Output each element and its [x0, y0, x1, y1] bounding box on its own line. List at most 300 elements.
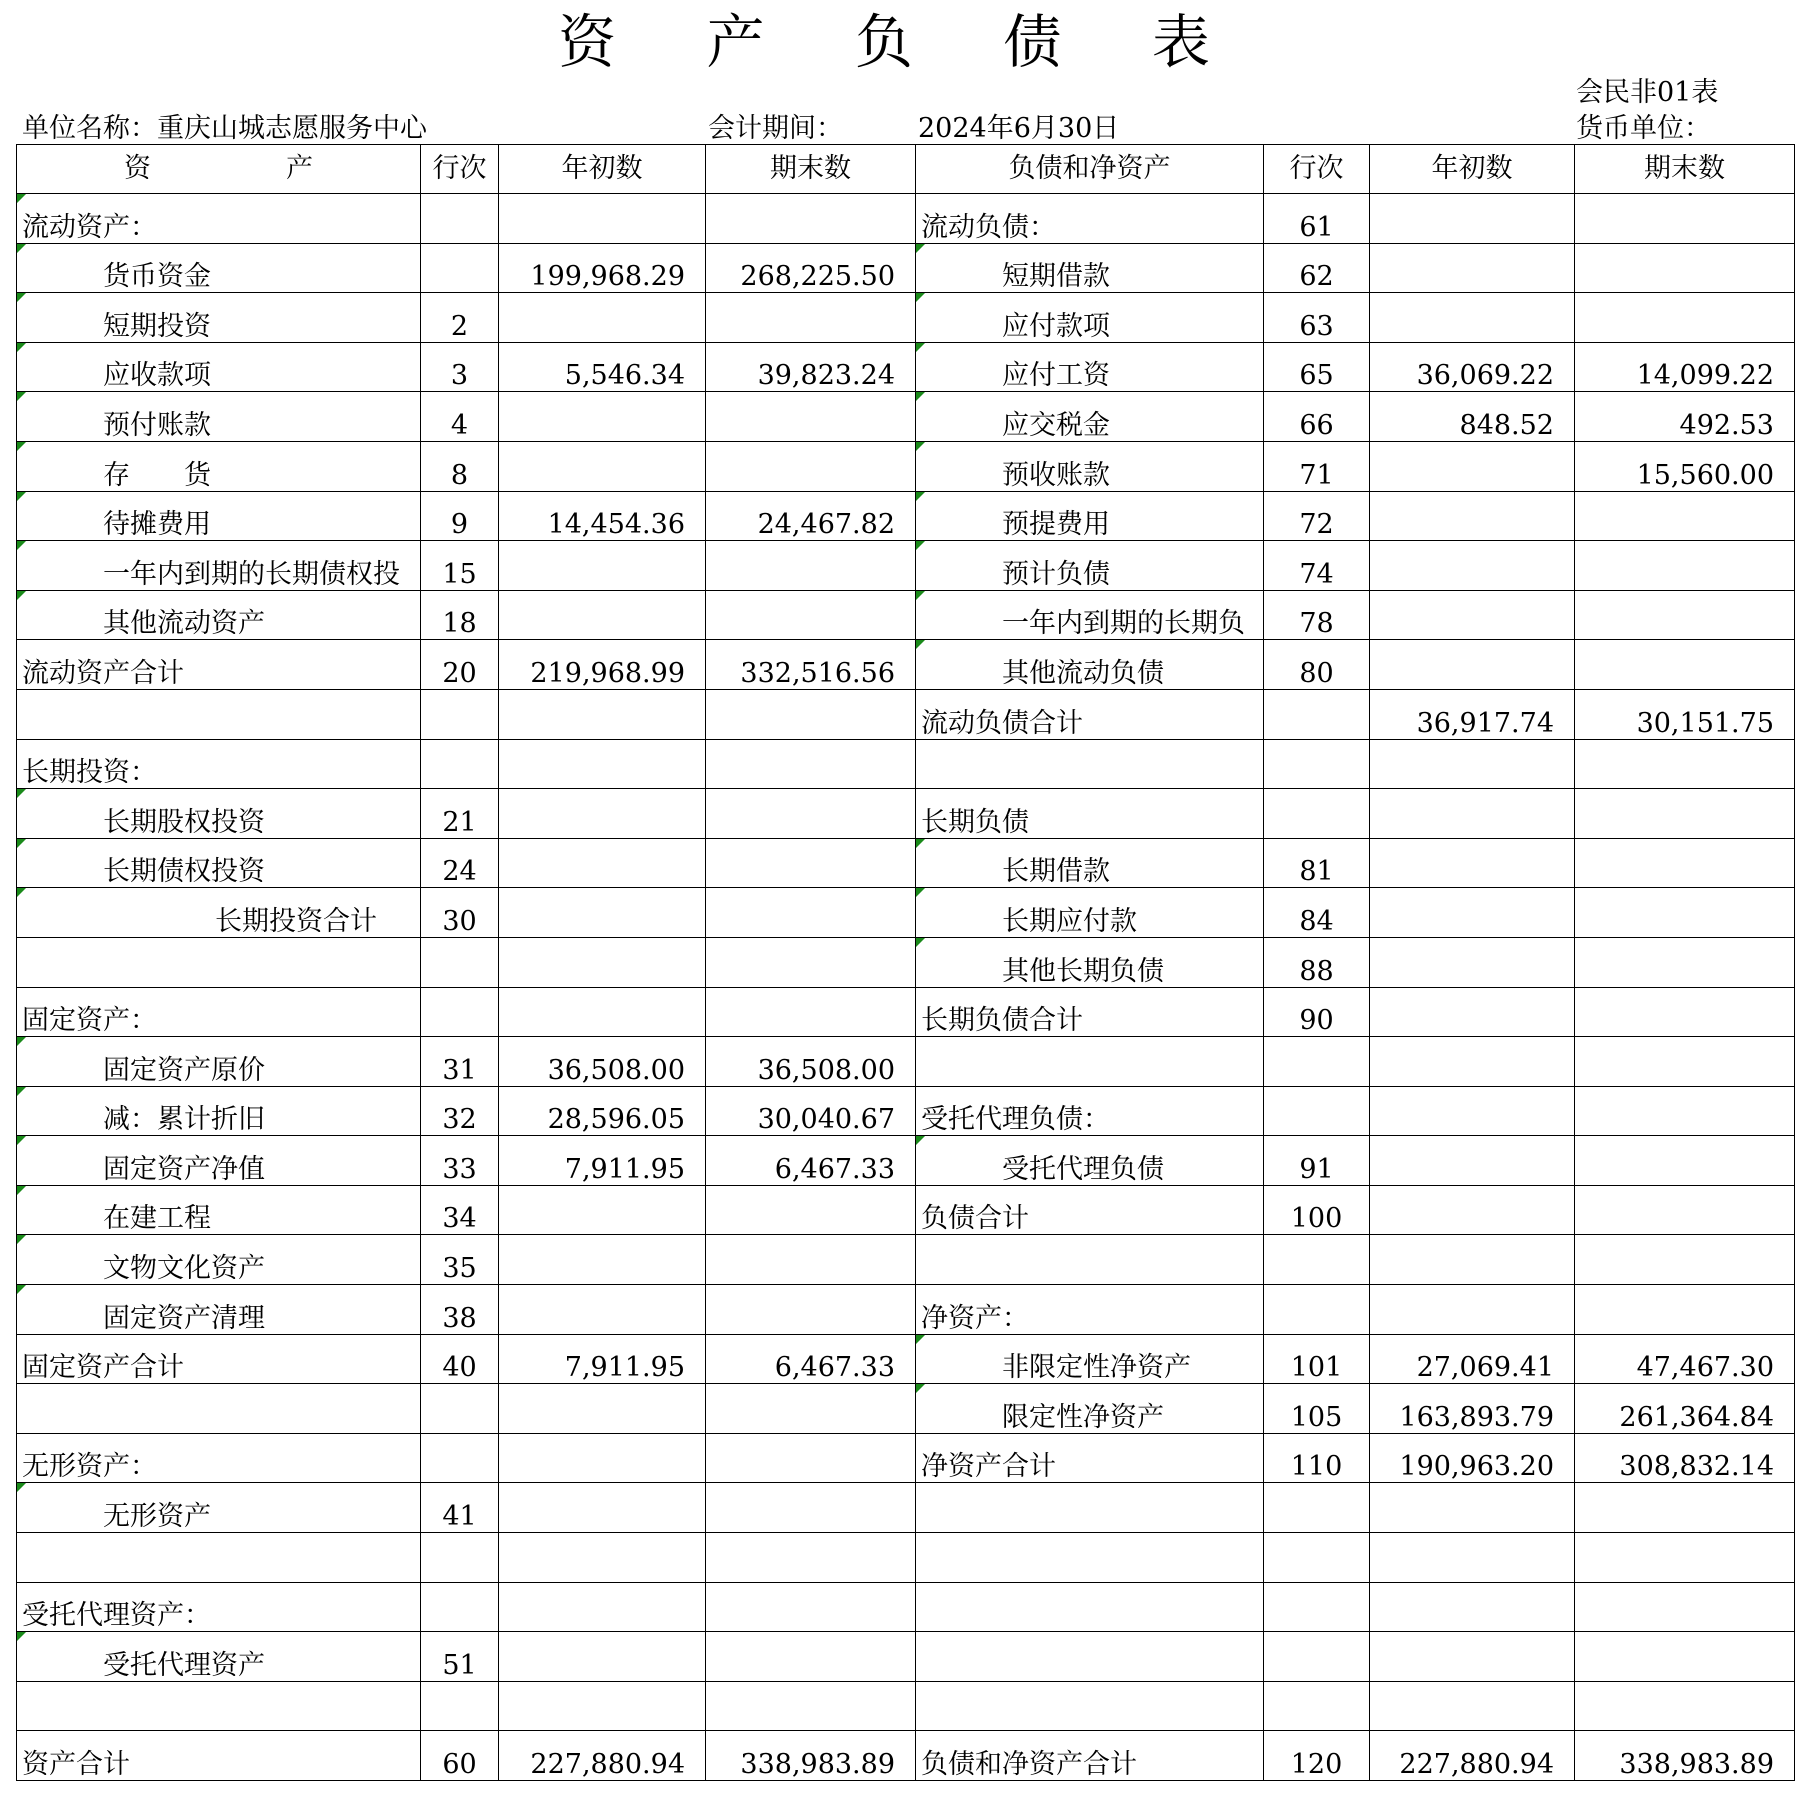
liability-row-no — [1264, 1136, 1370, 1186]
asset-row-no-text: 31 — [442, 1054, 477, 1086]
liability-row-no — [1264, 1334, 1370, 1384]
cell-error-marker — [916, 888, 925, 897]
liability-begin-value-text: 227,880.94 — [1399, 1749, 1554, 1780]
liability-row-no — [1264, 1384, 1370, 1434]
liability-label — [916, 689, 1264, 739]
liability-begin-value — [1370, 392, 1575, 442]
liability-label — [916, 1731, 1264, 1781]
liability-begin-value — [1370, 1384, 1575, 1434]
cell-error-marker — [17, 541, 26, 550]
asset-end-value — [706, 342, 916, 392]
liability-label — [916, 1086, 1264, 1136]
currency-unit-label: 货币单位： — [1576, 113, 1711, 144]
liability-label-text: 短期借款 — [1002, 261, 1110, 293]
liability-row-no — [1264, 243, 1370, 293]
cell-error-marker — [916, 839, 925, 848]
liability-label — [916, 1632, 1264, 1682]
asset-label — [17, 1037, 421, 1087]
liability-label — [916, 789, 1264, 839]
liability-label — [916, 541, 1264, 591]
liability-end-value-text: 47,467.30 — [1636, 1352, 1774, 1384]
asset-label-text: 长期投资： — [22, 757, 157, 789]
asset-begin-value — [499, 937, 706, 987]
table-row — [17, 789, 1795, 839]
asset-begin-value-text: 14,454.36 — [547, 509, 685, 541]
liability-end-value-text: 14,099.22 — [1636, 360, 1774, 392]
liability-begin-value-text: 848.52 — [1459, 409, 1554, 441]
asset-label — [17, 838, 421, 888]
liability-row-no-text: 120 — [1290, 1749, 1343, 1780]
cell-error-marker — [17, 1235, 26, 1244]
liability-label-text: 应交税金 — [1002, 409, 1110, 441]
table-row — [17, 1086, 1795, 1136]
liability-begin-value — [1370, 1285, 1575, 1335]
asset-label — [17, 1384, 421, 1434]
asset-begin-value — [499, 342, 706, 392]
asset-row-no-text: 15 — [442, 558, 477, 590]
asset-end-value — [706, 243, 916, 293]
liability-label-text: 应付工资 — [1002, 360, 1110, 392]
liability-end-value — [1575, 789, 1795, 839]
liability-label-text: 受托代理负债： — [921, 1104, 1110, 1136]
liability-label — [916, 1235, 1264, 1285]
table-row — [17, 1384, 1795, 1434]
asset-row-no — [421, 1235, 499, 1285]
liability-end-value — [1575, 590, 1795, 640]
asset-begin-value — [499, 689, 706, 739]
liability-row-no-text: 66 — [1299, 409, 1334, 441]
liability-row-no-text: 65 — [1299, 360, 1334, 392]
asset-row-no — [421, 1533, 499, 1583]
asset-row-no — [421, 1632, 499, 1682]
asset-row-no-text: 41 — [442, 1501, 477, 1533]
liability-label — [916, 441, 1264, 491]
liability-row-no — [1264, 1681, 1370, 1731]
asset-label-text: 流动资产： — [22, 211, 157, 243]
liability-end-value — [1575, 1433, 1795, 1483]
asset-begin-value-text: 227,880.94 — [530, 1749, 685, 1780]
asset-end-value — [706, 194, 916, 244]
table-row — [17, 342, 1795, 392]
liability-begin-value — [1370, 1681, 1575, 1731]
header-row-no: 行次 — [421, 145, 499, 194]
liability-label-text: 负债和净资产合计 — [921, 1749, 1137, 1780]
asset-end-value — [706, 739, 916, 789]
liability-begin-value — [1370, 1037, 1575, 1087]
liability-row-no — [1264, 293, 1370, 343]
liability-end-value-text: 308,832.14 — [1619, 1451, 1774, 1483]
asset-begin-value — [499, 888, 706, 938]
asset-end-value — [706, 392, 916, 442]
liability-begin-value — [1370, 1483, 1575, 1533]
liability-begin-value — [1370, 1235, 1575, 1285]
cell-error-marker — [916, 244, 925, 253]
asset-row-no-text: 8 — [450, 459, 469, 491]
asset-row-no — [421, 293, 499, 343]
asset-end-value-text: 268,225.50 — [740, 261, 895, 293]
table-row — [17, 243, 1795, 293]
liability-begin-value — [1370, 1086, 1575, 1136]
liability-end-value — [1575, 1632, 1795, 1682]
asset-end-value — [706, 1086, 916, 1136]
liability-begin-value — [1370, 293, 1575, 343]
cell-error-marker — [916, 640, 925, 649]
asset-label-text: 预付账款 — [103, 409, 211, 441]
asset-label — [17, 293, 421, 343]
liability-row-no — [1264, 888, 1370, 938]
liability-begin-value — [1370, 1185, 1575, 1235]
asset-row-no — [421, 1384, 499, 1434]
liability-label — [916, 194, 1264, 244]
asset-begin-value — [499, 392, 706, 442]
liability-label-text: 限定性净资产 — [1002, 1401, 1164, 1433]
asset-label-text: 在建工程 — [103, 1203, 211, 1235]
asset-label-text: 资产合计 — [22, 1749, 130, 1780]
liability-end-value — [1575, 342, 1795, 392]
table-row — [17, 1433, 1795, 1483]
asset-label — [17, 1533, 421, 1583]
asset-row-no-text: 38 — [442, 1302, 477, 1334]
asset-label-text: 货币资金 — [103, 261, 211, 293]
asset-end-value — [706, 640, 916, 690]
liability-begin-value-text: 27,069.41 — [1416, 1352, 1554, 1384]
liability-end-value — [1575, 1731, 1795, 1781]
table-row — [17, 640, 1795, 690]
liability-end-value — [1575, 1185, 1795, 1235]
liability-row-no-text: 100 — [1290, 1203, 1343, 1235]
asset-end-value — [706, 838, 916, 888]
liability-begin-value — [1370, 789, 1575, 839]
liability-begin-value — [1370, 590, 1575, 640]
liability-row-no-text: 71 — [1299, 459, 1334, 491]
liability-label — [916, 1681, 1264, 1731]
liability-end-value — [1575, 1334, 1795, 1384]
asset-end-value — [706, 1384, 916, 1434]
liability-label-text: 其他长期负债 — [1002, 955, 1164, 987]
asset-begin-value — [499, 293, 706, 343]
asset-label — [17, 194, 421, 244]
liability-begin-value-text: 36,917.74 — [1416, 707, 1554, 739]
liability-label — [916, 1483, 1264, 1533]
liability-row-no-text: 81 — [1299, 856, 1334, 888]
liability-begin-value — [1370, 987, 1575, 1037]
liability-row-no — [1264, 640, 1370, 690]
asset-begin-value — [499, 1037, 706, 1087]
cell-error-marker — [916, 591, 925, 600]
page-title: 资 产 负 债 表 — [558, 8, 1246, 76]
asset-label — [17, 1632, 421, 1682]
asset-row-no — [421, 342, 499, 392]
asset-row-no — [421, 739, 499, 789]
asset-begin-value — [499, 491, 706, 541]
liability-label — [916, 392, 1264, 442]
liability-label-text: 净资产合计 — [921, 1451, 1056, 1483]
asset-label-text: 受托代理资产： — [22, 1600, 211, 1632]
asset-row-no — [421, 987, 499, 1037]
asset-begin-value — [499, 194, 706, 244]
asset-row-no — [421, 1185, 499, 1235]
asset-row-no — [421, 1681, 499, 1731]
liability-label — [916, 1433, 1264, 1483]
liability-begin-value — [1370, 194, 1575, 244]
liability-label — [916, 491, 1264, 541]
asset-label — [17, 937, 421, 987]
asset-label-text: 固定资产净值 — [103, 1153, 265, 1185]
liability-end-value — [1575, 987, 1795, 1037]
asset-label-text: 无形资产： — [22, 1451, 157, 1483]
liability-begin-value — [1370, 1433, 1575, 1483]
liability-row-no — [1264, 789, 1370, 839]
liability-begin-value — [1370, 1136, 1575, 1186]
form-code: 会民非01表 — [1576, 77, 1719, 108]
asset-row-no-text: 51 — [442, 1649, 477, 1681]
asset-label — [17, 1235, 421, 1285]
liability-end-value-text: 15,560.00 — [1636, 459, 1774, 491]
table-row — [17, 937, 1795, 987]
liability-begin-value — [1370, 739, 1575, 789]
liability-row-no — [1264, 590, 1370, 640]
liability-end-value — [1575, 937, 1795, 987]
period-value: 2024年6月30日 — [918, 113, 1120, 144]
liability-row-no — [1264, 987, 1370, 1037]
asset-label — [17, 1086, 421, 1136]
header-begin-2: 年初数 — [1370, 145, 1575, 194]
liability-row-no-text: 72 — [1299, 509, 1334, 541]
liability-end-value — [1575, 293, 1795, 343]
asset-begin-value — [499, 1483, 706, 1533]
cell-error-marker — [17, 1483, 26, 1492]
table-row — [17, 987, 1795, 1037]
liability-row-no — [1264, 1185, 1370, 1235]
liability-begin-value-text: 190,963.20 — [1399, 1451, 1554, 1483]
asset-label-text: 文物文化资产 — [103, 1253, 265, 1285]
liability-end-value-text: 492.53 — [1679, 409, 1774, 441]
liability-row-no-text: 61 — [1299, 211, 1334, 243]
liability-label-text: 负债合计 — [921, 1203, 1029, 1235]
liability-label-text: 长期负债 — [921, 806, 1029, 838]
liability-row-no-text: 80 — [1299, 657, 1334, 689]
liability-end-value — [1575, 1037, 1795, 1087]
liability-label-text: 流动负债： — [921, 211, 1056, 243]
cell-error-marker — [17, 194, 26, 203]
liability-begin-value — [1370, 937, 1575, 987]
asset-begin-value — [499, 1384, 706, 1434]
liability-row-no-text: 105 — [1290, 1401, 1343, 1433]
table-row — [17, 392, 1795, 442]
asset-begin-value — [499, 739, 706, 789]
header-end-2: 期末数 — [1575, 145, 1795, 194]
asset-begin-value — [499, 1582, 706, 1632]
liability-begin-value — [1370, 1533, 1575, 1583]
asset-row-no — [421, 1731, 499, 1781]
liability-begin-value — [1370, 243, 1575, 293]
asset-end-value — [706, 1483, 916, 1533]
asset-label — [17, 441, 421, 491]
asset-label-text: 一年内到期的长期债权投 — [103, 558, 400, 590]
liability-end-value — [1575, 441, 1795, 491]
period-label: 会计期间： — [708, 113, 843, 144]
asset-row-no-text: 35 — [442, 1253, 477, 1285]
table-row — [17, 1731, 1795, 1781]
table-row — [17, 1037, 1795, 1087]
asset-label — [17, 590, 421, 640]
cell-error-marker — [916, 492, 925, 501]
asset-begin-value — [499, 541, 706, 591]
liability-begin-value — [1370, 441, 1575, 491]
asset-label-text: 短期投资 — [103, 310, 211, 342]
asset-row-no-text: 2 — [450, 310, 469, 342]
liability-label — [916, 1136, 1264, 1186]
liability-end-value — [1575, 392, 1795, 442]
asset-row-no — [421, 888, 499, 938]
liability-end-value — [1575, 888, 1795, 938]
liability-row-no-text: 63 — [1299, 310, 1334, 342]
cell-error-marker — [17, 789, 26, 798]
asset-begin-value — [499, 1285, 706, 1335]
liability-begin-value — [1370, 640, 1575, 690]
liability-row-no — [1264, 1731, 1370, 1781]
asset-row-no — [421, 491, 499, 541]
cell-error-marker — [916, 1335, 925, 1344]
liability-label — [916, 1037, 1264, 1087]
asset-label — [17, 1433, 421, 1483]
cell-error-marker — [17, 888, 26, 897]
cell-error-marker — [17, 392, 26, 401]
asset-label — [17, 1681, 421, 1731]
asset-label — [17, 789, 421, 839]
asset-label-text: 长期投资合计 — [215, 905, 377, 937]
asset-row-no — [421, 640, 499, 690]
asset-begin-value — [499, 838, 706, 888]
liability-row-no-text: 84 — [1299, 905, 1334, 937]
liability-row-no — [1264, 342, 1370, 392]
liability-row-no — [1264, 1235, 1370, 1285]
asset-label-text: 长期股权投资 — [103, 806, 265, 838]
asset-row-no-text: 21 — [442, 806, 477, 838]
asset-begin-value — [499, 1533, 706, 1583]
asset-label-text: 固定资产： — [22, 1005, 157, 1037]
asset-row-no — [421, 1285, 499, 1335]
asset-row-no — [421, 590, 499, 640]
liability-end-value — [1575, 838, 1795, 888]
liability-label-text: 一年内到期的长期负 — [1002, 608, 1245, 640]
asset-label — [17, 491, 421, 541]
liability-row-no — [1264, 1582, 1370, 1632]
liability-end-value — [1575, 1235, 1795, 1285]
asset-begin-value — [499, 243, 706, 293]
cell-error-marker — [916, 1136, 925, 1145]
liability-row-no — [1264, 1483, 1370, 1533]
liability-label — [916, 590, 1264, 640]
asset-end-value — [706, 1037, 916, 1087]
asset-begin-value — [499, 789, 706, 839]
liability-label-text: 非限定性净资产 — [1002, 1352, 1191, 1384]
asset-end-value — [706, 1136, 916, 1186]
liability-end-value — [1575, 739, 1795, 789]
asset-row-no-text: 20 — [442, 657, 477, 689]
cell-error-marker — [17, 839, 26, 848]
liability-row-no — [1264, 739, 1370, 789]
asset-row-no-text: 4 — [450, 409, 469, 441]
asset-label — [17, 1136, 421, 1186]
asset-end-value-text: 39,823.24 — [757, 360, 895, 392]
asset-end-value-text: 36,508.00 — [757, 1054, 895, 1086]
liability-begin-value — [1370, 342, 1575, 392]
asset-begin-value — [499, 1681, 706, 1731]
cell-error-marker — [17, 1632, 26, 1641]
asset-row-no — [421, 1483, 499, 1533]
table-row — [17, 739, 1795, 789]
asset-begin-value — [499, 1433, 706, 1483]
asset-end-value — [706, 1731, 916, 1781]
liability-row-no — [1264, 1037, 1370, 1087]
liability-row-no — [1264, 541, 1370, 591]
asset-label-text: 存 货 — [103, 459, 211, 491]
liability-row-no-text: 91 — [1299, 1153, 1334, 1185]
asset-begin-value — [499, 441, 706, 491]
liability-label — [916, 342, 1264, 392]
cell-error-marker — [17, 442, 26, 451]
liability-begin-value — [1370, 541, 1575, 591]
asset-row-no — [421, 937, 499, 987]
asset-label — [17, 1285, 421, 1335]
table-row — [17, 491, 1795, 541]
liability-end-value-text: 261,364.84 — [1619, 1401, 1774, 1433]
liability-label — [916, 293, 1264, 343]
liability-end-value — [1575, 1681, 1795, 1731]
liability-end-value — [1575, 1136, 1795, 1186]
liability-begin-value-text: 163,893.79 — [1399, 1401, 1554, 1433]
cell-error-marker — [17, 1087, 26, 1096]
liability-label-text: 长期借款 — [1002, 856, 1110, 888]
asset-begin-value — [499, 1334, 706, 1384]
liability-end-value — [1575, 194, 1795, 244]
header-row-no-2: 行次 — [1264, 145, 1370, 194]
asset-label-text: 固定资产原价 — [103, 1054, 265, 1086]
liability-label — [916, 888, 1264, 938]
asset-end-value — [706, 1533, 916, 1583]
asset-row-no — [421, 441, 499, 491]
asset-label — [17, 1483, 421, 1533]
liability-label-text: 长期应付款 — [1002, 905, 1137, 937]
asset-row-no-text: 40 — [442, 1352, 477, 1384]
asset-end-value — [706, 1632, 916, 1682]
cell-error-marker — [17, 293, 26, 302]
liability-label-text: 应付款项 — [1002, 310, 1110, 342]
liability-label — [916, 1533, 1264, 1583]
asset-label-text: 无形资产 — [103, 1501, 211, 1533]
asset-label — [17, 689, 421, 739]
table-row — [17, 1285, 1795, 1335]
asset-row-no — [421, 392, 499, 442]
liability-end-value-text: 30,151.75 — [1636, 707, 1774, 739]
asset-row-no — [421, 838, 499, 888]
table-row — [17, 541, 1795, 591]
asset-end-value — [706, 590, 916, 640]
asset-end-value-text: 30,040.67 — [757, 1104, 895, 1136]
liability-begin-value — [1370, 491, 1575, 541]
asset-label-text: 待摊费用 — [103, 509, 211, 541]
liability-label — [916, 838, 1264, 888]
asset-label-text: 流动资产合计 — [22, 657, 184, 689]
asset-end-value-text: 6,467.33 — [774, 1153, 895, 1185]
table-row — [17, 1185, 1795, 1235]
asset-label — [17, 888, 421, 938]
cell-error-marker — [17, 244, 26, 253]
liability-row-no — [1264, 1086, 1370, 1136]
asset-label — [17, 987, 421, 1037]
table-row — [17, 1582, 1795, 1632]
